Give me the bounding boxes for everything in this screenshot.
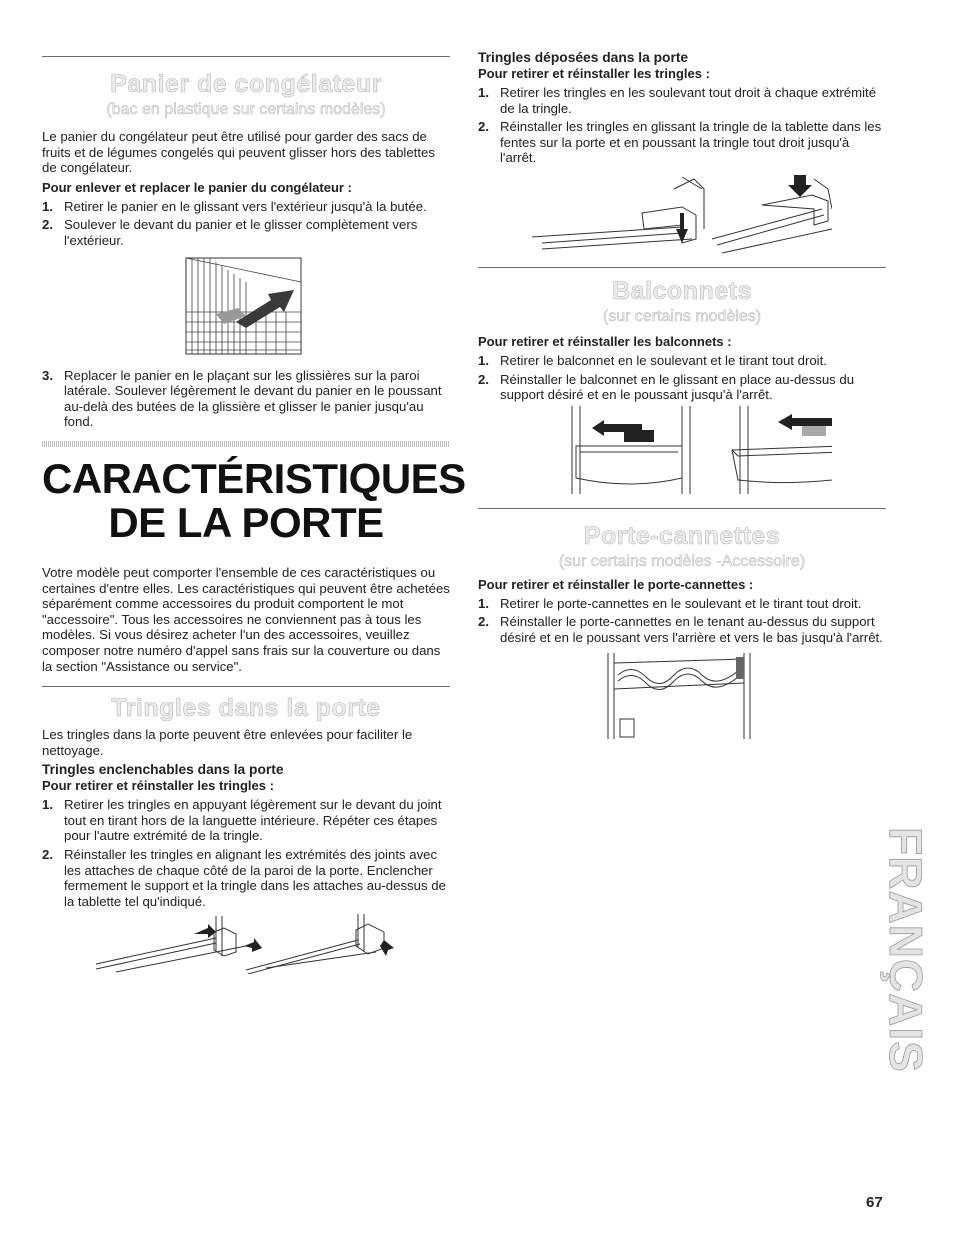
can-rack-heading: Pour retirer et réinstaller le porte-cannettes : — [478, 576, 754, 592]
dropin-rails-illustration — [532, 169, 832, 259]
freezer-basket-steps-continued — [42, 368, 450, 430]
balconnets-steps — [478, 353, 886, 403]
door-features-title: CARACTÉRISTIQUES DE LA PORTE — [42, 454, 466, 546]
right-column — [478, 50, 886, 741]
can-rack-steps — [478, 596, 886, 646]
page-number: 67 — [866, 1194, 883, 1211]
freezer-basket-intro: Le panier du congélateur peut être utilisé pour garder des sacs de fruits et de légumes congelés qui peuvent glisser hors des tablettes de congélateur. — [42, 129, 435, 176]
list-item: 1. Retirer le porte-cannettes en le soulevant et le tirant tout droit. — [478, 595, 862, 611]
balconnets-illustration — [532, 406, 832, 498]
balconnets-title: Balconnets — [612, 276, 752, 305]
list-item: 2. Réinstaller le porte-cannettes en le tenant au-dessus du support désiré et en le poussant vers l'arrière et vers le bas jusqu'à l'arrêt. — [478, 614, 883, 645]
list-item: 2. Réinstaller les tringles en alignant les extrémités des joints avec les attaches de chaque côté de la paroi de la porte. Enclencher fermement le support et la tringle dans les attaches au-dessus de la tablette tel qu'indiqué. — [42, 847, 446, 909]
can-rack-title: Porte-cannettes — [583, 521, 781, 550]
list-item: 2. Réinstaller le balconnet en le glissant en place au-dessus du support désiré et en le poussant jusqu'à l'arrêt. — [478, 371, 855, 403]
freezer-basket-subtitle: (bac en plastique sur certains modèles) — [106, 101, 386, 118]
can-rack-subtitle: (sur certains modèles -Accessoire) — [558, 552, 806, 570]
list-item: 1. Retirer les tringles en les soulevant tout droit à chaque extrémité de la tringle. — [478, 85, 877, 116]
freezer-basket-illustration — [176, 252, 316, 362]
freezer-basket-heading: Pour enlever et replacer le panier du congélateur : — [42, 179, 352, 195]
list-item: 1. Retirer les tringles en appuyant légèrement sur le devant du joint tout en tirant hors de la languette intérieure. Répéter ces étapes pour l'autre extrémité de la tringle. — [42, 797, 442, 844]
dropin-rails-steps — [478, 85, 886, 166]
snap-rails-subheading: Pour retirer et réinstaller les tringles : — [42, 778, 274, 794]
list-item: 3. Replacer le panier en le plaçant sur les glissières sur la paroi latérale. Soulever légèrement le devant du panier en le poussant au-delà des butées de la glissière et glisser le panier jusqu'au fond. — [42, 367, 442, 430]
balconnets-heading: Pour retirer et réinstaller les balconnets : — [478, 333, 732, 349]
list-item: 2. Soulever le devant du panier et le glisser complètement vers l'extérieur. — [42, 217, 418, 248]
door-rails-intro: Les tringles dans la porte peuvent être enlevées pour faciliter le nettoyage. — [42, 727, 413, 758]
list-item: 1. Retirer le panier en le glissant vers l'extérieur jusqu'à la butée. — [42, 198, 427, 214]
list-item: 1. Retirer le balconnet en le soulevant et le tirant tout droit. — [478, 352, 827, 368]
freezer-basket-title: Panier de congélateur — [110, 70, 382, 98]
snap-rails-heading: Tringles enclenchables dans la porte — [42, 762, 284, 778]
list-item: 2. Réinstaller les tringles en glissant la tringle de la tablette dans les fentes sur la porte et en poussant la tringle tout droit jusqu'à l'arrêt. — [478, 119, 882, 166]
snap-rails-illustration — [96, 912, 396, 974]
dropin-rails-heading: Tringles déposées dans la porte — [478, 50, 689, 65]
door-features-intro: Votre modèle peut comporter l'ensemble de ces caractéristiques ou certaines d'entre elles. Les caractéristiques qui peuvent être achetées séparément comme accessoires du produit comportent le mot "accessoire". Tous les accessoires ne conviennent pas à tous les modèles. Si vous désirez acheter l'un des accessoires, veuillez composer notre numéro d'appel sans frais sur la couverture ou dans la section "Assistance ou service". — [42, 564, 450, 674]
left-column — [42, 56, 466, 974]
snap-rails-steps — [42, 797, 450, 909]
language-tab: FRANÇAIS — [880, 827, 933, 1073]
balconnets-subtitle: (sur certains modèles) — [602, 307, 762, 325]
freezer-basket-steps — [42, 199, 450, 249]
door-rails-title: Tringles dans la porte — [111, 694, 381, 723]
dropin-rails-subheading: Pour retirer et réinstaller les tringles : — [478, 66, 710, 81]
can-rack-illustration — [598, 649, 758, 741]
